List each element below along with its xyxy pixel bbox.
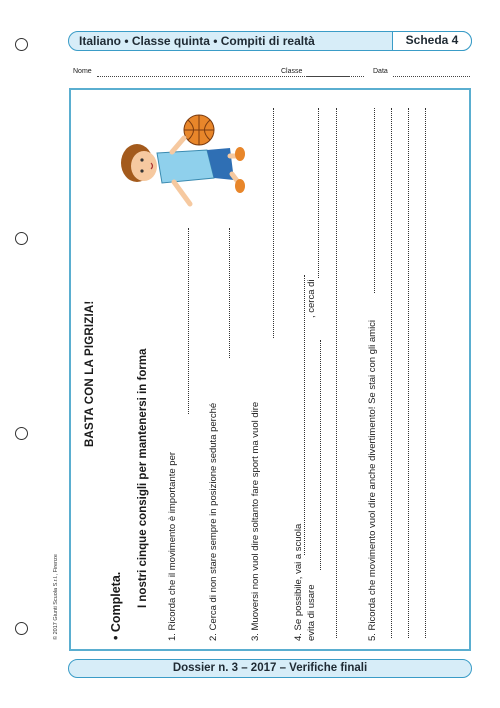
data-label: Data — [373, 68, 388, 75]
item-4-answer-line-a[interactable] — [304, 275, 305, 555]
footer-text: Dossier n. 3 – 2017 – Verifiche finali — [172, 662, 368, 674]
header-bar — [68, 31, 472, 51]
item-2-answer-line[interactable] — [229, 228, 230, 358]
exercise-subtitle: I nostri cinque consigli per mantenersi in forma — [137, 348, 149, 608]
classe-label: Classe — [281, 68, 303, 75]
item-4-text: 4. Se possibile, vai a scuola — [293, 523, 304, 641]
exercise-title: BASTA CON LA PIGRIZIA! — [84, 300, 96, 447]
item-5-answer-line-d[interactable] — [425, 108, 426, 638]
binder-hole-upper — [15, 232, 28, 245]
scheda-label: Scheda 4 — [392, 31, 472, 51]
item-3-text: 3. Muoversi non vuol dire soltanto fare sport ma vuol dire — [250, 401, 261, 641]
item-4-answer-line-d[interactable] — [336, 108, 337, 638]
footer-bar — [68, 659, 472, 678]
item-4-answer-line-c[interactable] — [320, 340, 321, 570]
item-5-answer-line-b[interactable] — [391, 108, 392, 638]
item-3-answer-line[interactable] — [273, 108, 274, 338]
header-title: Italiano • Classe quinta • Compiti di realtà — [79, 34, 315, 48]
item-1-answer-line[interactable] — [188, 228, 189, 414]
item-4-text-b: , cerca di — [306, 279, 317, 318]
item-1-text: 1. Ricorda che il movimento è importante per — [167, 451, 178, 641]
classe-field[interactable] — [306, 69, 364, 77]
item-5-text: 5. Ricorda che movimento vuol dire anche divertimento! Se stai con gli amici — [367, 319, 378, 641]
item-5-answer-line-a[interactable] — [374, 108, 375, 293]
data-field[interactable] — [393, 69, 470, 77]
binder-hole-lower — [15, 427, 28, 440]
student-info-row — [73, 68, 471, 78]
instruction-text: • Completa. — [109, 571, 123, 640]
item-5-answer-line-c[interactable] — [408, 108, 409, 638]
item-2-text: 2. Cerca di non stare sempre in posizione seduta perché — [208, 402, 219, 641]
binder-hole-bottom — [15, 622, 28, 635]
item-4-text-c: evita di usare — [306, 584, 317, 641]
copyright-text: © 2017 Giunti Scuola S.r.l., Firenze — [53, 554, 59, 640]
nome-label: Nome — [73, 68, 92, 75]
binder-hole-top — [15, 38, 28, 51]
item-4-answer-line-b[interactable] — [318, 108, 319, 278]
boy-playing-basketball-icon — [112, 108, 252, 218]
